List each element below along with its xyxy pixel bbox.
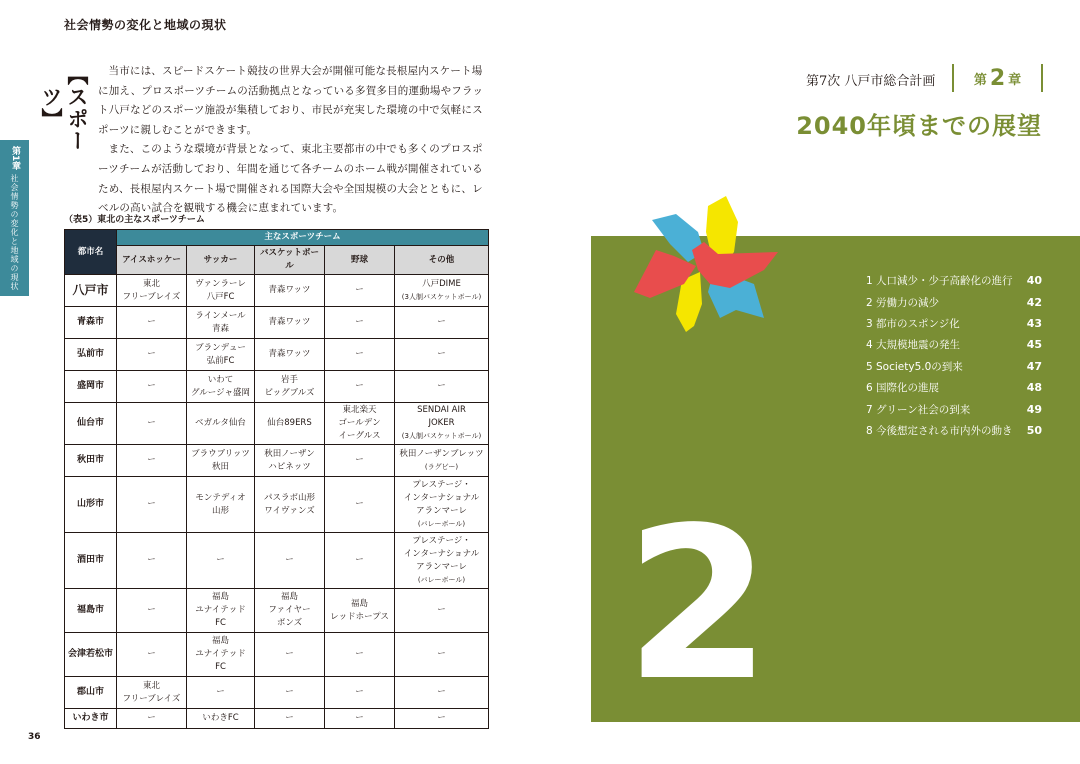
team-name: ー [147, 418, 156, 428]
table-team-cell [395, 307, 489, 339]
table-team-cell [117, 589, 187, 633]
toc-item-label: 5 Society5.0の到来 [866, 360, 963, 373]
team-name: ー [355, 649, 364, 659]
table-row [65, 677, 489, 709]
table-row [65, 445, 489, 477]
team-name: ブラウブリッツ 秋田 [191, 448, 250, 472]
team-name: ベガルタ仙台 [195, 418, 246, 428]
table-row [65, 403, 489, 445]
table-team-cell [117, 445, 187, 477]
toc-item-page: 43 [1026, 316, 1042, 330]
toc-item[interactable] [866, 291, 1042, 312]
table-team-cell [325, 307, 395, 339]
toc-item[interactable] [866, 398, 1042, 419]
team-name: ー [437, 317, 446, 327]
table-team-cell [395, 403, 489, 445]
chapter-suffix: 章 [1008, 72, 1022, 88]
team-name: ー [216, 555, 225, 565]
table-team-cell [255, 477, 325, 533]
table-row [65, 477, 489, 533]
team-name: ー [285, 555, 294, 565]
team-name: ー [285, 713, 294, 723]
team-note: (バレーボール) [417, 575, 466, 584]
toc-item-label: 4 大規模地震の発生 [866, 339, 961, 352]
table-team-cell [187, 307, 255, 339]
team-name: いわきFC [202, 713, 239, 723]
team-name: プレステージ・ インターナショナル アランマーレ [403, 479, 480, 516]
table-team-cell [255, 403, 325, 445]
team-name: ー [147, 555, 156, 565]
toc-item-label: 2 労働力の減少 [866, 296, 940, 309]
table-team-cell [117, 403, 187, 445]
table-city-cell: 盛岡市 [65, 371, 117, 403]
table-team-cell [187, 633, 255, 677]
table-team-cell [117, 275, 187, 307]
team-name: ー [147, 713, 156, 723]
table-team-cell [187, 709, 255, 729]
team-note: (3人制バスケットボール) [401, 292, 482, 301]
toc-item-label: 7 グリーン社会の到来 [866, 403, 971, 416]
toc-item-page: 45 [1026, 338, 1042, 352]
toc-item[interactable] [866, 270, 1042, 291]
team-name: ー [147, 381, 156, 391]
intro-paragraph-1: 当市には、スピードスケート競技の世界大会が開催可能な長根屋内スケート場に加え、プロスポーツチームの活動拠点となっている多賀多目的運動場やフラット八戸などのスポーツ施設が集積しており、市民が充実した環境の中で気軽にスポーツに親しむことができます。 [98, 65, 484, 136]
table-team-cell [395, 371, 489, 403]
chapter-tab-title: 社会情勢の変化と地域の現状 [10, 174, 19, 292]
team-name: ー [437, 349, 446, 359]
table-city-cell: 福島市 [65, 589, 117, 633]
table-team-cell [187, 339, 255, 371]
team-name: ー [355, 499, 364, 509]
chapter-prefix: 第 [973, 72, 987, 88]
table-team-cell [187, 477, 255, 533]
table-team-cell [187, 677, 255, 709]
chapter-contents [866, 270, 1042, 441]
team-name: ー [437, 713, 446, 723]
team-name: ー [147, 649, 156, 659]
table-team-cell [117, 633, 187, 677]
toc-item-page: 48 [1026, 381, 1042, 395]
table-team-cell [395, 275, 489, 307]
team-note: (バレーボール) [417, 519, 466, 528]
table-team-cell [395, 677, 489, 709]
team-name: ー [147, 455, 156, 465]
team-name: ヴァンラーレ 八戸FC [195, 278, 246, 302]
sports-teams-table [64, 229, 489, 729]
team-name: 秋田ノーザンブレッツ [399, 448, 484, 459]
chapter-label [952, 64, 1043, 92]
team-name: 青森ワッツ [268, 349, 311, 359]
team-name: ー [147, 317, 156, 327]
team-name: ー [355, 317, 364, 327]
chapter-title: 2040年頃までの展望 [796, 112, 1042, 140]
table-team-cell [395, 339, 489, 371]
team-name: ー [355, 713, 364, 723]
chapter-big-number: 2 [625, 482, 772, 727]
table-team-cell [255, 371, 325, 403]
toc-item[interactable] [866, 420, 1042, 441]
team-name: ー [147, 499, 156, 509]
table-team-cell [255, 307, 325, 339]
table-team-cell [117, 371, 187, 403]
table-team-cell [255, 677, 325, 709]
team-name: ー [355, 455, 364, 465]
toc-item-page: 42 [1026, 295, 1042, 309]
table-city-cell: 酒田市 [65, 533, 117, 589]
table-team-cell [325, 445, 395, 477]
toc-item-label: 1 人口減少・少子高齢化の進行 [866, 275, 1013, 288]
team-note: (ラグビー) [424, 462, 459, 471]
team-name: 福島 ユナイテッド FC [195, 636, 246, 672]
plan-label: 第7次 八戸市総合計画 [806, 74, 936, 89]
table-team-cell [325, 371, 395, 403]
table-city-cell: 山形市 [65, 477, 117, 533]
table-row [65, 339, 489, 371]
toc-item-page: 40 [1026, 274, 1042, 288]
team-name: ー [285, 687, 294, 697]
table-team-cell [255, 533, 325, 589]
chapter-tab-number: 第1章 [10, 146, 20, 171]
section-title: 社会情勢の変化と地域の現状 [64, 18, 227, 32]
table-row [65, 589, 489, 633]
table-team-cell [325, 275, 395, 307]
team-name: ー [355, 381, 364, 391]
table-city-cell: いわき市 [65, 709, 117, 729]
table-team-cell [325, 709, 395, 729]
table-team-cell [395, 709, 489, 729]
table-city-cell: 秋田市 [65, 445, 117, 477]
table-team-cell [117, 533, 187, 589]
toc-item[interactable] [866, 377, 1042, 398]
table-city-cell: 青森市 [65, 307, 117, 339]
page-number: 36 [28, 732, 41, 742]
table-team-cell [325, 589, 395, 633]
team-name: モンテディオ 山形 [195, 492, 246, 516]
city-column-header: 都市名 [65, 230, 117, 275]
column-header-baseball: 野球 [325, 246, 395, 275]
team-name: 青森ワッツ [268, 285, 311, 295]
column-header-soccer: サッカー [187, 246, 255, 275]
team-name: ー [437, 381, 446, 391]
intro-paragraph-2: また、このような環境が背景となって、東北主要都市の中でも多くのプロスポーツチームが活動しており、年間を通じて各チームのホーム戦が開催されているため、長根屋内スケート場で開催される国際大会や全国規模の大会とともに、レベルの高い試合を観戦する機会に恵まれています。 [98, 143, 483, 215]
table-team-cell [117, 677, 187, 709]
table-team-cell [395, 633, 489, 677]
table-row [65, 371, 489, 403]
table-team-cell [395, 589, 489, 633]
toc-item-label: 8 今後想定される市内外の動き [866, 424, 1013, 437]
column-header-ice-hockey: アイスホッケー [117, 246, 187, 275]
table-team-cell [187, 403, 255, 445]
toc-item[interactable] [866, 313, 1042, 334]
table-team-cell [187, 445, 255, 477]
table-city-cell: 弘前市 [65, 339, 117, 371]
table-team-cell [395, 477, 489, 533]
team-name: ー [147, 349, 156, 359]
toc-item-page: 47 [1026, 359, 1042, 373]
team-name: 東北 フリーブレイズ [122, 680, 181, 704]
table-team-cell [395, 533, 489, 589]
team-name: 福島 ユナイテッド FC [195, 592, 246, 628]
table-team-cell [255, 445, 325, 477]
column-header-other: その他 [395, 246, 489, 275]
table-team-cell [325, 533, 395, 589]
team-name: パスラボ山形 ワイヴァンズ [263, 492, 315, 516]
chapter-side-tab[interactable] [0, 140, 29, 296]
team-name: 岩手 ビッグブルズ [264, 374, 315, 398]
city-emblem-icon [626, 192, 782, 342]
table-team-cell [187, 275, 255, 307]
team-name: ブランデュー 弘前FC [195, 342, 246, 366]
team-name: ー [437, 605, 446, 615]
column-header-basketball: バスケットボール [255, 246, 325, 275]
team-name: ー [437, 649, 446, 659]
team-name: ー [216, 687, 225, 697]
team-name: ー [437, 687, 446, 697]
table-team-cell [325, 477, 395, 533]
table-team-cell [187, 371, 255, 403]
toc-item-page: 50 [1026, 423, 1042, 437]
teams-group-header: 主なスポーツチーム [117, 230, 489, 246]
table-team-cell [255, 633, 325, 677]
table-row [65, 275, 489, 307]
table-team-cell [255, 275, 325, 307]
team-name: ー [285, 649, 294, 659]
team-name: 八戸DIME [422, 278, 461, 289]
table-row [65, 633, 489, 677]
team-name: SENDAI AIR JOKER [417, 405, 466, 428]
toc-item-page: 49 [1026, 402, 1042, 416]
team-name: 青森ワッツ [268, 317, 311, 327]
team-name: いわて グルージャ盛岡 [191, 374, 250, 398]
sports-heading: 【スポーツ】 [39, 64, 89, 152]
team-name: ー [355, 687, 364, 697]
table-row [65, 709, 489, 729]
team-name: 秋田ノーザン ハピネッツ [264, 448, 315, 472]
table-team-cell [395, 445, 489, 477]
team-name: 福島 ファイヤー ボンズ [268, 592, 311, 628]
team-name: 仙台89ERS [267, 418, 312, 428]
table-team-cell [255, 709, 325, 729]
toc-item-label: 6 国際化の進展 [866, 382, 940, 395]
table-row [65, 307, 489, 339]
table-team-cell [117, 307, 187, 339]
team-name: ラインメール 青森 [195, 310, 246, 334]
table-team-cell [325, 339, 395, 371]
table-row [65, 533, 489, 589]
table-city-cell: 会津若松市 [65, 633, 117, 677]
team-name: 東北楽天 ゴールデン イーグルス [338, 405, 381, 441]
table-team-cell [325, 633, 395, 677]
table-team-cell [187, 533, 255, 589]
table-team-cell [255, 589, 325, 633]
table-city-cell: 郡山市 [65, 677, 117, 709]
team-name: プレステージ・ インターナショナル アランマーレ [403, 535, 480, 572]
team-name: ー [355, 555, 364, 565]
intro-text [98, 62, 492, 219]
table-team-cell [325, 677, 395, 709]
table-team-cell [117, 339, 187, 371]
table-city-cell: 八戸市 [65, 275, 117, 307]
team-name: 東北 フリーブレイズ [122, 278, 181, 302]
toc-item[interactable] [866, 356, 1042, 377]
team-name: ー [355, 349, 364, 359]
table-caption: （表5）東北の主なスポーツチーム [64, 215, 205, 225]
table-team-cell [325, 403, 395, 445]
table-team-cell [117, 477, 187, 533]
table-team-cell [187, 589, 255, 633]
team-name: ー [355, 285, 364, 295]
toc-item-label: 3 都市のスポンジ化 [866, 317, 960, 330]
team-name: ー [147, 605, 156, 615]
table-team-cell [117, 709, 187, 729]
toc-item[interactable] [866, 334, 1042, 355]
table-team-cell [255, 339, 325, 371]
table-city-cell: 仙台市 [65, 403, 117, 445]
chapter-number: 2 [989, 65, 1006, 91]
team-note: (3人制バスケットボール) [401, 432, 482, 440]
team-name: 福島 レッドホープス [330, 598, 389, 622]
